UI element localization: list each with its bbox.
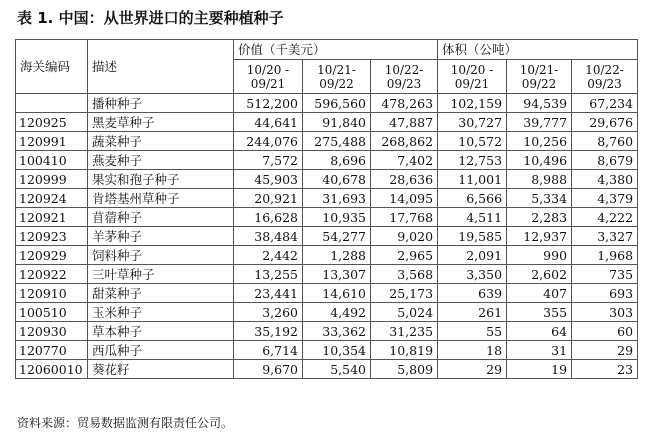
- header-code: 海关编码: [16, 40, 88, 94]
- cell-volume-2: 990: [507, 246, 572, 265]
- cell-description: 果实和孢子种子: [88, 170, 234, 189]
- table-row: [16, 322, 638, 341]
- cell-volume-3: 3,327: [572, 227, 638, 246]
- cell-volume-1: 55: [438, 322, 507, 341]
- cell-value-3: 28,636: [371, 170, 438, 189]
- cell-volume-1: 30,727: [438, 113, 507, 132]
- cell-value-3: 3,568: [371, 265, 438, 284]
- cell-value-3: 10,819: [371, 341, 438, 360]
- cell-value-1: 6,714: [234, 341, 303, 360]
- cell-volume-3: 60: [572, 322, 638, 341]
- cell-description: 甜菜种子: [88, 284, 234, 303]
- cell-description: 三叶草种子: [88, 265, 234, 284]
- cell-value-2: 54,277: [303, 227, 371, 246]
- cell-volume-1: 4,511: [438, 208, 507, 227]
- cell-volume-3: 23: [572, 360, 638, 379]
- cell-code: 120923: [16, 227, 88, 246]
- cell-value-2: 4,492: [303, 303, 371, 322]
- cell-value-2: 31,693: [303, 189, 371, 208]
- cell-volume-2: 407: [507, 284, 572, 303]
- cell-value-2: 33,362: [303, 322, 371, 341]
- cell-value-1: 244,076: [234, 132, 303, 151]
- cell-value-3: 5,809: [371, 360, 438, 379]
- cell-code: 120921: [16, 208, 88, 227]
- header-volume-period-1: 10/20 - 09/21: [438, 60, 507, 94]
- header-value-period-1: 10/20 - 09/21: [234, 60, 303, 94]
- cell-volume-1: 261: [438, 303, 507, 322]
- cell-code: [16, 94, 88, 113]
- cell-value-3: 2,965: [371, 246, 438, 265]
- cell-description: 肯塔基州草种子: [88, 189, 234, 208]
- table-row: [16, 208, 638, 227]
- cell-volume-2: 19: [507, 360, 572, 379]
- cell-code: 120999: [16, 170, 88, 189]
- cell-value-3: 5,024: [371, 303, 438, 322]
- cell-volume-1: 19,585: [438, 227, 507, 246]
- cell-volume-1: 29: [438, 360, 507, 379]
- cell-value-2: 8,696: [303, 151, 371, 170]
- cell-volume-1: 102,159: [438, 94, 507, 113]
- seed-import-table: [15, 39, 638, 379]
- cell-description: 播种种子: [88, 94, 234, 113]
- table-row: [16, 246, 638, 265]
- cell-value-1: 44,641: [234, 113, 303, 132]
- cell-code: 100410: [16, 151, 88, 170]
- cell-value-2: 14,610: [303, 284, 371, 303]
- cell-volume-1: 3,350: [438, 265, 507, 284]
- cell-code: 120991: [16, 132, 88, 151]
- table-row: [16, 113, 638, 132]
- cell-value-1: 20,921: [234, 189, 303, 208]
- cell-value-3: 9,020: [371, 227, 438, 246]
- table-row: [16, 227, 638, 246]
- header-volume-group: 体积（公吨）: [438, 40, 638, 60]
- cell-description: 西瓜种子: [88, 341, 234, 360]
- header-volume-period-3: 10/22- 09/23: [572, 60, 638, 94]
- cell-volume-2: 31: [507, 341, 572, 360]
- cell-description: 草本种子: [88, 322, 234, 341]
- cell-value-3: 17,768: [371, 208, 438, 227]
- cell-value-2: 1,288: [303, 246, 371, 265]
- cell-volume-2: 39,777: [507, 113, 572, 132]
- cell-value-1: 23,441: [234, 284, 303, 303]
- cell-volume-3: 8,760: [572, 132, 638, 151]
- cell-volume-3: 303: [572, 303, 638, 322]
- table-row: [16, 284, 638, 303]
- cell-value-1: 512,200: [234, 94, 303, 113]
- cell-volume-3: 4,222: [572, 208, 638, 227]
- cell-value-1: 2,442: [234, 246, 303, 265]
- cell-volume-2: 2,602: [507, 265, 572, 284]
- table-row: [16, 360, 638, 379]
- cell-description: 玉米种子: [88, 303, 234, 322]
- cell-volume-1: 6,566: [438, 189, 507, 208]
- cell-value-2: 10,935: [303, 208, 371, 227]
- table-row: [16, 132, 638, 151]
- header-value-period-2: 10/21- 09/22: [303, 60, 371, 94]
- cell-value-2: 91,840: [303, 113, 371, 132]
- cell-value-3: 478,263: [371, 94, 438, 113]
- cell-value-3: 14,095: [371, 189, 438, 208]
- cell-value-2: 5,540: [303, 360, 371, 379]
- cell-description: 燕麦种子: [88, 151, 234, 170]
- cell-volume-3: 67,234: [572, 94, 638, 113]
- cell-volume-1: 18: [438, 341, 507, 360]
- cell-value-1: 13,255: [234, 265, 303, 284]
- cell-code: 120922: [16, 265, 88, 284]
- table-row: [16, 341, 638, 360]
- cell-description: 蔬菜种子: [88, 132, 234, 151]
- cell-value-2: 40,678: [303, 170, 371, 189]
- cell-value-1: 38,484: [234, 227, 303, 246]
- cell-code: 120930: [16, 322, 88, 341]
- cell-value-3: 7,402: [371, 151, 438, 170]
- cell-volume-3: 8,679: [572, 151, 638, 170]
- table-body: [16, 94, 638, 379]
- cell-value-2: 10,354: [303, 341, 371, 360]
- cell-volume-2: 12,937: [507, 227, 572, 246]
- cell-volume-2: 355: [507, 303, 572, 322]
- cell-volume-2: 94,539: [507, 94, 572, 113]
- cell-value-3: 47,887: [371, 113, 438, 132]
- cell-description: 羊茅种子: [88, 227, 234, 246]
- cell-code: 120910: [16, 284, 88, 303]
- cell-value-1: 45,903: [234, 170, 303, 189]
- table-row: [16, 265, 638, 284]
- cell-code: 120924: [16, 189, 88, 208]
- header-value-group: 价值（千美元）: [234, 40, 438, 60]
- cell-description: 葵花籽: [88, 360, 234, 379]
- cell-volume-2: 64: [507, 322, 572, 341]
- cell-value-2: 596,560: [303, 94, 371, 113]
- cell-value-3: 25,173: [371, 284, 438, 303]
- cell-code: 100510: [16, 303, 88, 322]
- cell-volume-2: 2,283: [507, 208, 572, 227]
- cell-volume-3: 4,380: [572, 170, 638, 189]
- source-note: 资料来源：贸易数据监测有限责任公司。: [17, 416, 234, 430]
- header-volume-period-2: 10/21- 09/22: [507, 60, 572, 94]
- cell-volume-2: 5,334: [507, 189, 572, 208]
- cell-value-1: 16,628: [234, 208, 303, 227]
- cell-volume-3: 735: [572, 265, 638, 284]
- cell-volume-3: 29: [572, 341, 638, 360]
- cell-volume-3: 29,676: [572, 113, 638, 132]
- cell-volume-1: 10,572: [438, 132, 507, 151]
- cell-value-2: 13,307: [303, 265, 371, 284]
- cell-volume-2: 8,988: [507, 170, 572, 189]
- cell-value-1: 35,192: [234, 322, 303, 341]
- cell-value-3: 268,862: [371, 132, 438, 151]
- cell-value-3: 31,235: [371, 322, 438, 341]
- cell-volume-1: 11,001: [438, 170, 507, 189]
- table-row: [16, 94, 638, 113]
- cell-volume-3: 4,379: [572, 189, 638, 208]
- cell-description: 饲料种子: [88, 246, 234, 265]
- header-value-period-3: 10/22- 09/23: [371, 60, 438, 94]
- table-row: [16, 170, 638, 189]
- table-row: [16, 151, 638, 170]
- cell-volume-3: 693: [572, 284, 638, 303]
- table-title: 表 1. 中国：从世界进口的主要种植种子: [17, 9, 284, 27]
- cell-value-1: 3,260: [234, 303, 303, 322]
- header-description: 描述: [88, 40, 234, 94]
- cell-description: 苜蓿种子: [88, 208, 234, 227]
- cell-value-2: 275,488: [303, 132, 371, 151]
- cell-value-1: 9,670: [234, 360, 303, 379]
- cell-code: 120770: [16, 341, 88, 360]
- table-row: [16, 189, 638, 208]
- cell-value-1: 7,572: [234, 151, 303, 170]
- table-row: [16, 303, 638, 322]
- cell-volume-3: 1,968: [572, 246, 638, 265]
- cell-volume-1: 639: [438, 284, 507, 303]
- cell-description: 黑麦草种子: [88, 113, 234, 132]
- cell-code: 120925: [16, 113, 88, 132]
- cell-volume-2: 10,496: [507, 151, 572, 170]
- cell-code: 120929: [16, 246, 88, 265]
- cell-volume-2: 10,256: [507, 132, 572, 151]
- cell-code: 12060010: [16, 360, 88, 379]
- cell-volume-1: 12,753: [438, 151, 507, 170]
- cell-volume-1: 2,091: [438, 246, 507, 265]
